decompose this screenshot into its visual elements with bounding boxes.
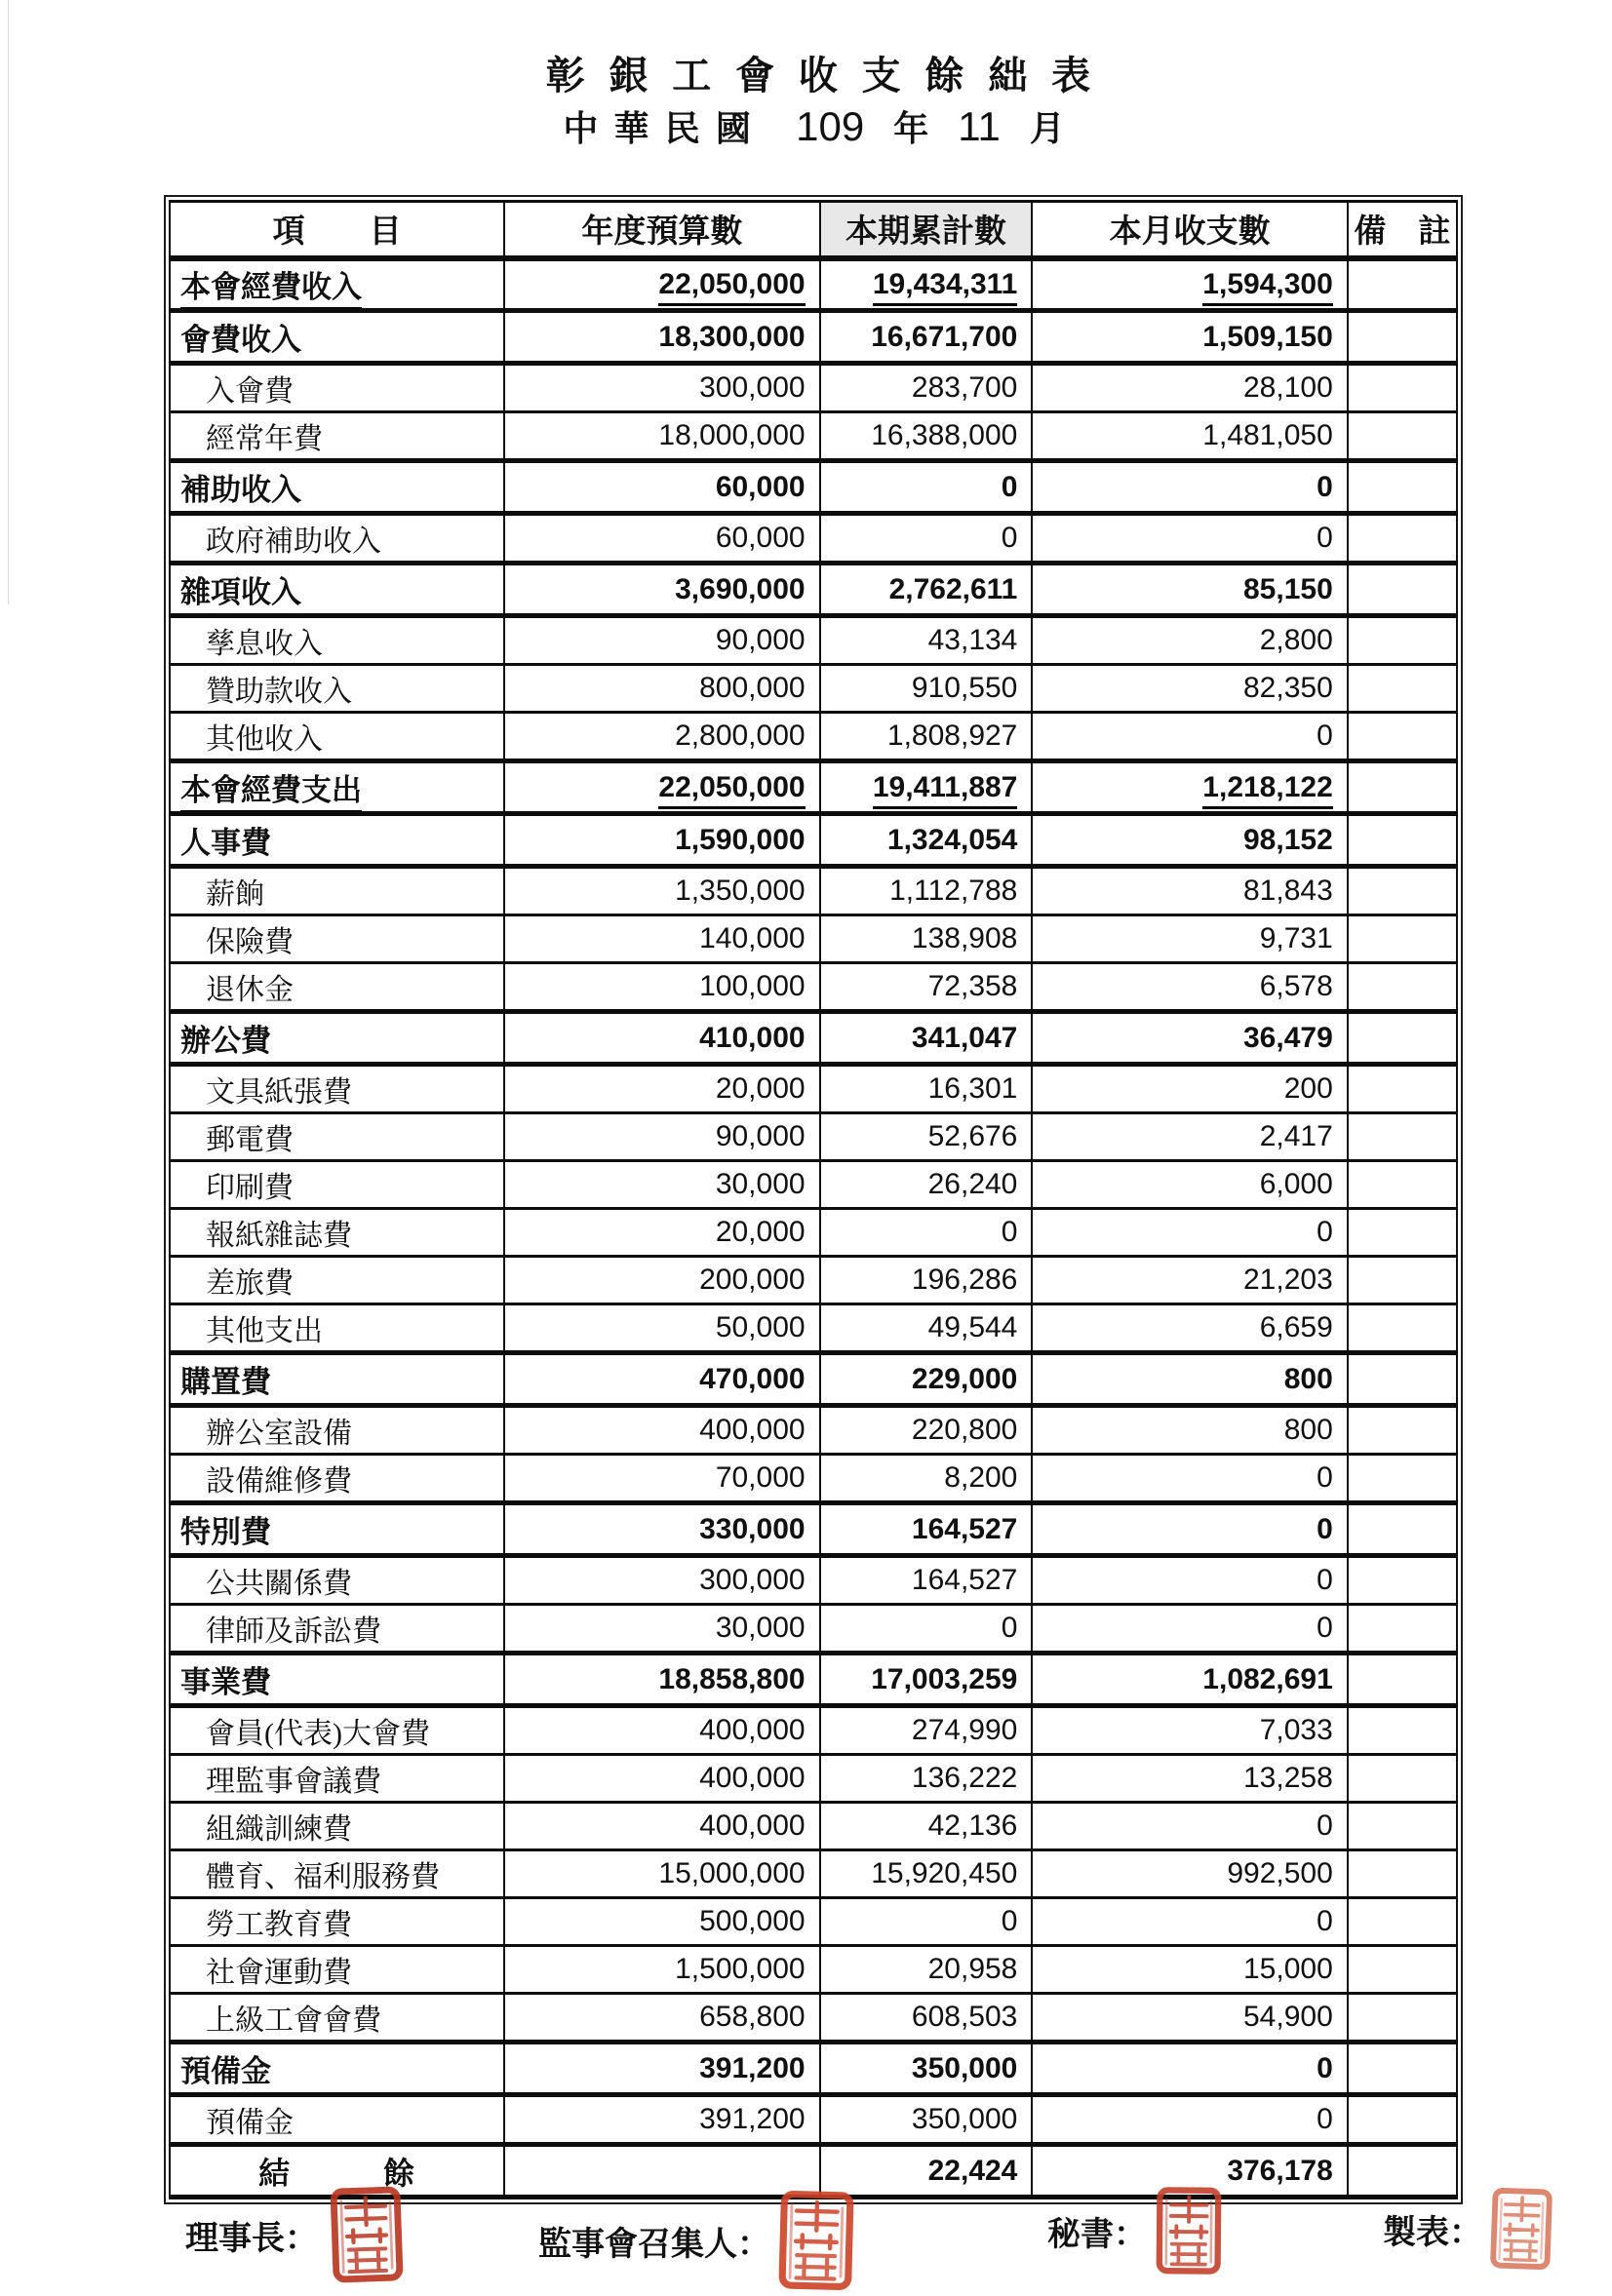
- cell-month-amount: 376,178: [1032, 2145, 1347, 2198]
- cell-remarks: [1348, 461, 1457, 514]
- cell-remarks: [1348, 1209, 1457, 1257]
- cell-month-amount: 0: [1032, 2043, 1347, 2095]
- table-row: [170, 1455, 1457, 1503]
- cell-period-accumulated: 17,003,259: [820, 1654, 1033, 1706]
- cell-annual-budget: 20,000: [504, 1209, 819, 1257]
- cell-period-accumulated: 2,762,611: [820, 564, 1033, 616]
- cell-annual-budget: 300,000: [504, 364, 819, 412]
- cell-period-accumulated: 8,200: [820, 1455, 1033, 1503]
- cell-item: 其他支出: [170, 1304, 504, 1353]
- cell-remarks: [1348, 1012, 1457, 1065]
- cell-remarks: [1348, 1850, 1457, 1898]
- cell-month-amount: 992,500: [1032, 1850, 1347, 1898]
- table-row: [170, 364, 1457, 412]
- cell-annual-budget: 410,000: [504, 1012, 819, 1065]
- cell-annual-budget: 658,800: [504, 1994, 819, 2043]
- cell-remarks: [1348, 258, 1457, 311]
- header-period-accumulated: 本期累計數: [820, 202, 1033, 258]
- cell-period-accumulated: 52,676: [820, 1113, 1033, 1161]
- signature-row: [0, 2162, 1612, 2279]
- cell-period-accumulated: 43,134: [820, 616, 1033, 665]
- table-row: [170, 1406, 1457, 1455]
- cell-item: 特別費: [170, 1503, 504, 1556]
- cell-month-amount: 6,659: [1032, 1304, 1347, 1353]
- cell-annual-budget: 330,000: [504, 1503, 819, 1556]
- table-row: [170, 814, 1457, 867]
- cell-month-amount: 0: [1032, 1556, 1347, 1605]
- cell-item: 印刷費: [170, 1161, 504, 1209]
- cell-item: 退休金: [170, 963, 504, 1012]
- cell-period-accumulated: 0: [820, 1898, 1033, 1946]
- cell-annual-budget: 22,050,000: [504, 258, 819, 311]
- cell-item: 勞工教育費: [170, 1898, 504, 1946]
- table-row: [170, 1012, 1457, 1065]
- cell-period-accumulated: 283,700: [820, 364, 1033, 412]
- cell-item: 社會運動費: [170, 1946, 504, 1994]
- cell-period-accumulated: 26,240: [820, 1161, 1033, 1209]
- table-row: [170, 514, 1457, 564]
- cell-item: 預備金: [170, 2095, 504, 2145]
- cell-period-accumulated: 0: [820, 1605, 1033, 1654]
- cell-period-accumulated: 341,047: [820, 1012, 1033, 1065]
- header-month-amount: 本月收支數: [1032, 202, 1347, 258]
- table-row: [170, 1209, 1457, 1257]
- cell-annual-budget: 400,000: [504, 1755, 819, 1803]
- cell-item: 保險費: [170, 915, 504, 963]
- cell-annual-budget: 400,000: [504, 1803, 819, 1850]
- cell-remarks: [1348, 514, 1457, 564]
- table-row: [170, 564, 1457, 616]
- table-row: [170, 1994, 1457, 2043]
- cell-period-accumulated: 49,544: [820, 1304, 1033, 1353]
- table-row: [170, 2043, 1457, 2095]
- cell-item: 律師及訴訟費: [170, 1605, 504, 1654]
- cell-month-amount: 0: [1032, 1898, 1347, 1946]
- cell-remarks: [1348, 564, 1457, 616]
- cell-annual-budget: 300,000: [504, 1556, 819, 1605]
- table-row: [170, 1706, 1457, 1755]
- cell-month-amount: 1,082,691: [1032, 1654, 1347, 1706]
- cell-remarks: [1348, 2095, 1457, 2145]
- cell-period-accumulated: 350,000: [820, 2043, 1033, 2095]
- cell-annual-budget: 90,000: [504, 1113, 819, 1161]
- cell-item: 薪餉: [170, 867, 504, 915]
- cell-item: 其他收入: [170, 713, 504, 761]
- cell-period-accumulated: 16,671,700: [820, 311, 1033, 364]
- cell-month-amount: 7,033: [1032, 1706, 1347, 1755]
- cell-period-accumulated: 138,908: [820, 915, 1033, 963]
- cell-remarks: [1348, 1755, 1457, 1803]
- cell-annual-budget: 60,000: [504, 514, 819, 564]
- cell-remarks: [1348, 311, 1457, 364]
- cell-period-accumulated: 1,808,927: [820, 713, 1033, 761]
- cell-item: 本會經費支出: [170, 761, 504, 814]
- cell-item: 雜項收入: [170, 564, 504, 616]
- cell-period-accumulated: 16,388,000: [820, 412, 1033, 461]
- signature-label-supervisor-convener: 監事會召集人：: [538, 2226, 770, 2263]
- cell-month-amount: 0: [1032, 1803, 1347, 1850]
- table-row: [170, 1257, 1457, 1304]
- cell-item: 報紙雜誌費: [170, 1209, 504, 1257]
- cell-item: 文具紙張費: [170, 1065, 504, 1113]
- cell-remarks: [1348, 963, 1457, 1012]
- cell-month-amount: 2,417: [1032, 1113, 1347, 1161]
- cell-month-amount: 36,479: [1032, 1012, 1347, 1065]
- cell-remarks: [1348, 1455, 1457, 1503]
- cell-remarks: [1348, 761, 1457, 814]
- cell-remarks: [1348, 1654, 1457, 1706]
- table-row: [170, 1755, 1457, 1803]
- cell-remarks: [1348, 1065, 1457, 1113]
- cell-item: 辦公室設備: [170, 1406, 504, 1455]
- cell-annual-budget: 18,300,000: [504, 311, 819, 364]
- cell-annual-budget: 140,000: [504, 915, 819, 963]
- cell-remarks: [1348, 1946, 1457, 1994]
- cell-item: 政府補助收入: [170, 514, 504, 564]
- cell-annual-budget: 30,000: [504, 1605, 819, 1654]
- cell-item: 贊助款收入: [170, 665, 504, 713]
- cell-remarks: [1348, 1803, 1457, 1850]
- cell-month-amount: 15,000: [1032, 1946, 1347, 1994]
- cell-item: 結 餘: [170, 2145, 504, 2198]
- cell-remarks: [1348, 1406, 1457, 1455]
- table-row: [170, 915, 1457, 963]
- header-item: 項 目: [170, 202, 504, 258]
- cell-annual-budget: 30,000: [504, 1161, 819, 1209]
- cell-annual-budget: 1,500,000: [504, 1946, 819, 1994]
- cell-annual-budget: 90,000: [504, 616, 819, 665]
- seal-stamp-icon: [1155, 2186, 1224, 2277]
- signature-supervisor-convener: [538, 2186, 854, 2295]
- cell-item: 設備維修費: [170, 1455, 504, 1503]
- cell-month-amount: 82,350: [1032, 665, 1347, 713]
- cell-period-accumulated: 19,434,311: [820, 258, 1033, 311]
- page-title: 彰銀工會收支餘絀表: [545, 54, 1115, 97]
- cell-month-amount: 28,100: [1032, 364, 1347, 412]
- table-row: [170, 461, 1457, 514]
- cell-period-accumulated: 15,920,450: [820, 1850, 1033, 1898]
- cell-remarks: [1348, 1898, 1457, 1946]
- cell-annual-budget: 400,000: [504, 1406, 819, 1455]
- cell-period-accumulated: 19,411,887: [820, 761, 1033, 814]
- cell-item: 體育、福利服務費: [170, 1850, 504, 1898]
- cell-annual-budget: 470,000: [504, 1353, 819, 1406]
- cell-month-amount: 800: [1032, 1406, 1347, 1455]
- cell-remarks: [1348, 1257, 1457, 1304]
- cell-remarks: [1348, 1556, 1457, 1605]
- cell-remarks: [1348, 665, 1457, 713]
- cell-month-amount: 0: [1032, 514, 1347, 564]
- cell-remarks: [1348, 1503, 1457, 1556]
- cell-remarks: [1348, 1605, 1457, 1654]
- table-row: [170, 1113, 1457, 1161]
- cell-annual-budget: 20,000: [504, 1065, 819, 1113]
- cell-period-accumulated: 22,424: [820, 2145, 1033, 2198]
- cell-month-amount: 21,203: [1032, 1257, 1347, 1304]
- cell-remarks: [1348, 616, 1457, 665]
- cell-item: 組織訓練費: [170, 1803, 504, 1850]
- signature-label-secretary: 秘書：: [1047, 2216, 1147, 2253]
- cell-period-accumulated: 229,000: [820, 1353, 1033, 1406]
- cell-month-amount: 81,843: [1032, 867, 1347, 915]
- cell-annual-budget: 70,000: [504, 1455, 819, 1503]
- cell-period-accumulated: 1,324,054: [820, 814, 1033, 867]
- table-row: [170, 412, 1457, 461]
- cell-remarks: [1348, 364, 1457, 412]
- table-row: [170, 713, 1457, 761]
- cell-month-amount: 1,509,150: [1032, 311, 1347, 364]
- signature-preparer: [1383, 2186, 1553, 2272]
- table-row: [170, 1850, 1457, 1898]
- header-annual-budget: 年度預算數: [504, 202, 819, 258]
- cell-month-amount: 0: [1032, 2095, 1347, 2145]
- cell-item: 辦公費: [170, 1012, 504, 1065]
- cell-annual-budget: 200,000: [504, 1257, 819, 1304]
- cell-month-amount: 200: [1032, 1065, 1347, 1113]
- table-row: [170, 963, 1457, 1012]
- cell-annual-budget: 3,690,000: [504, 564, 819, 616]
- table-row: [170, 1503, 1457, 1556]
- table-body: [170, 258, 1457, 2198]
- table-row: [170, 1898, 1457, 1946]
- cell-annual-budget: 391,200: [504, 2095, 819, 2145]
- cell-period-accumulated: 196,286: [820, 1257, 1033, 1304]
- financial-table-frame: [164, 195, 1463, 2204]
- cell-month-amount: 0: [1032, 713, 1347, 761]
- cell-period-accumulated: 72,358: [820, 963, 1033, 1012]
- cell-period-accumulated: 42,136: [820, 1803, 1033, 1850]
- cell-remarks: [1348, 1994, 1457, 2043]
- signature-chairman: [185, 2186, 408, 2283]
- table-row: [170, 1304, 1457, 1353]
- cell-remarks: [1348, 1353, 1457, 1406]
- cell-month-amount: 0: [1032, 461, 1347, 514]
- cell-period-accumulated: 220,800: [820, 1406, 1033, 1455]
- cell-item: 會費收入: [170, 311, 504, 364]
- table-header-row: [170, 202, 1457, 258]
- cell-item: 經常年費: [170, 412, 504, 461]
- cell-remarks: [1348, 867, 1457, 915]
- cell-period-accumulated: 0: [820, 461, 1033, 514]
- cell-item: 預備金: [170, 2043, 504, 2095]
- cell-month-amount: 85,150: [1032, 564, 1347, 616]
- cell-period-accumulated: 164,527: [820, 1503, 1033, 1556]
- table-row: [170, 665, 1457, 713]
- date-month-number: 11: [958, 103, 1001, 149]
- cell-annual-budget: 391,200: [504, 2043, 819, 2095]
- cell-month-amount: 0: [1032, 1605, 1347, 1654]
- table-row: [170, 1605, 1457, 1654]
- table-row: [170, 311, 1457, 364]
- cell-annual-budget: 400,000: [504, 1706, 819, 1755]
- cell-period-accumulated: 910,550: [820, 665, 1033, 713]
- cell-item: 事業費: [170, 1654, 504, 1706]
- cell-annual-budget: 1,350,000: [504, 867, 819, 915]
- cell-item: 郵電費: [170, 1113, 504, 1161]
- cell-annual-budget: 800,000: [504, 665, 819, 713]
- cell-annual-budget: 2,800,000: [504, 713, 819, 761]
- cell-period-accumulated: 1,112,788: [820, 867, 1033, 915]
- date-year-number: 109: [796, 103, 865, 149]
- cell-item: 本會經費收入: [170, 258, 504, 311]
- cell-remarks: [1348, 814, 1457, 867]
- cell-item: 公共關係費: [170, 1556, 504, 1605]
- header-remarks: 備 註: [1348, 202, 1457, 258]
- table-row: [170, 1556, 1457, 1605]
- cell-month-amount: 6,000: [1032, 1161, 1347, 1209]
- cell-period-accumulated: 350,000: [820, 2095, 1033, 2145]
- cell-month-amount: 6,578: [1032, 963, 1347, 1012]
- table-row: [170, 1654, 1457, 1706]
- seal-stamp-icon: [1488, 2185, 1553, 2273]
- date-line: [0, 101, 1612, 151]
- table-row: [170, 1353, 1457, 1406]
- cell-item: 理監事會議費: [170, 1755, 504, 1803]
- cell-month-amount: 9,731: [1032, 915, 1347, 963]
- signature-label-preparer: 製表：: [1383, 2214, 1482, 2251]
- cell-item: 上級工會會費: [170, 1994, 504, 2043]
- cell-annual-budget: 50,000: [504, 1304, 819, 1353]
- cell-remarks: [1348, 1113, 1457, 1161]
- cell-month-amount: 0: [1032, 1209, 1347, 1257]
- cell-period-accumulated: 0: [820, 1209, 1033, 1257]
- table-row: [170, 616, 1457, 665]
- table-row: [170, 258, 1457, 311]
- date-era: 中華民國: [563, 109, 767, 148]
- cell-month-amount: 1,594,300: [1032, 258, 1347, 311]
- cell-period-accumulated: 274,990: [820, 1706, 1033, 1755]
- cell-item: 補助收入: [170, 461, 504, 514]
- table-row: [170, 1946, 1457, 1994]
- cell-period-accumulated: 136,222: [820, 1755, 1033, 1803]
- table-row: [170, 2095, 1457, 2145]
- cell-annual-budget: 1,590,000: [504, 814, 819, 867]
- table-row: [170, 867, 1457, 915]
- cell-item: 會員(代表)大會費: [170, 1706, 504, 1755]
- cell-item: 孳息收入: [170, 616, 504, 665]
- cell-period-accumulated: 20,958: [820, 1946, 1033, 1994]
- cell-item: 人事費: [170, 814, 504, 867]
- signature-label-chairman: 理事長：: [185, 2220, 318, 2257]
- cell-month-amount: 0: [1032, 1503, 1347, 1556]
- cell-remarks: [1348, 1161, 1457, 1209]
- cell-annual-budget: 18,000,000: [504, 412, 819, 461]
- cell-month-amount: 1,218,122: [1032, 761, 1347, 814]
- cell-period-accumulated: 0: [820, 514, 1033, 564]
- cell-annual-budget: 500,000: [504, 1898, 819, 1946]
- cell-period-accumulated: 16,301: [820, 1065, 1033, 1113]
- table-row: [170, 761, 1457, 814]
- cell-month-amount: 0: [1032, 1455, 1347, 1503]
- cell-remarks: [1348, 713, 1457, 761]
- cell-remarks: [1348, 1706, 1457, 1755]
- cell-month-amount: 1,481,050: [1032, 412, 1347, 461]
- financial-table: [169, 200, 1458, 2199]
- cell-period-accumulated: 164,527: [820, 1556, 1033, 1605]
- table-row: [170, 1161, 1457, 1209]
- cell-month-amount: 54,900: [1032, 1994, 1347, 2043]
- cell-annual-budget: 22,050,000: [504, 761, 819, 814]
- cell-item: 差旅費: [170, 1257, 504, 1304]
- table-row: [170, 1065, 1457, 1113]
- date-month-unit: 月: [1029, 109, 1065, 148]
- table-row: [170, 1803, 1457, 1850]
- date-year-unit: 年: [893, 109, 929, 148]
- cell-month-amount: 13,258: [1032, 1755, 1347, 1803]
- cell-remarks: [1348, 412, 1457, 461]
- cell-remarks: [1348, 915, 1457, 963]
- cell-annual-budget: 100,000: [504, 963, 819, 1012]
- cell-annual-budget: 18,858,800: [504, 1654, 819, 1706]
- signature-secretary: [1047, 2186, 1223, 2276]
- cell-month-amount: 2,800: [1032, 616, 1347, 665]
- cell-month-amount: 800: [1032, 1353, 1347, 1406]
- seal-stamp-icon: [324, 2185, 409, 2285]
- cell-item: 購置費: [170, 1353, 504, 1406]
- cell-item: 入會費: [170, 364, 504, 412]
- cell-remarks: [1348, 2043, 1457, 2095]
- cell-annual-budget: 15,000,000: [504, 1850, 819, 1898]
- cell-period-accumulated: 608,503: [820, 1994, 1033, 2043]
- cell-month-amount: 98,152: [1032, 814, 1347, 867]
- cell-annual-budget: 60,000: [504, 461, 819, 514]
- cell-remarks: [1348, 1304, 1457, 1353]
